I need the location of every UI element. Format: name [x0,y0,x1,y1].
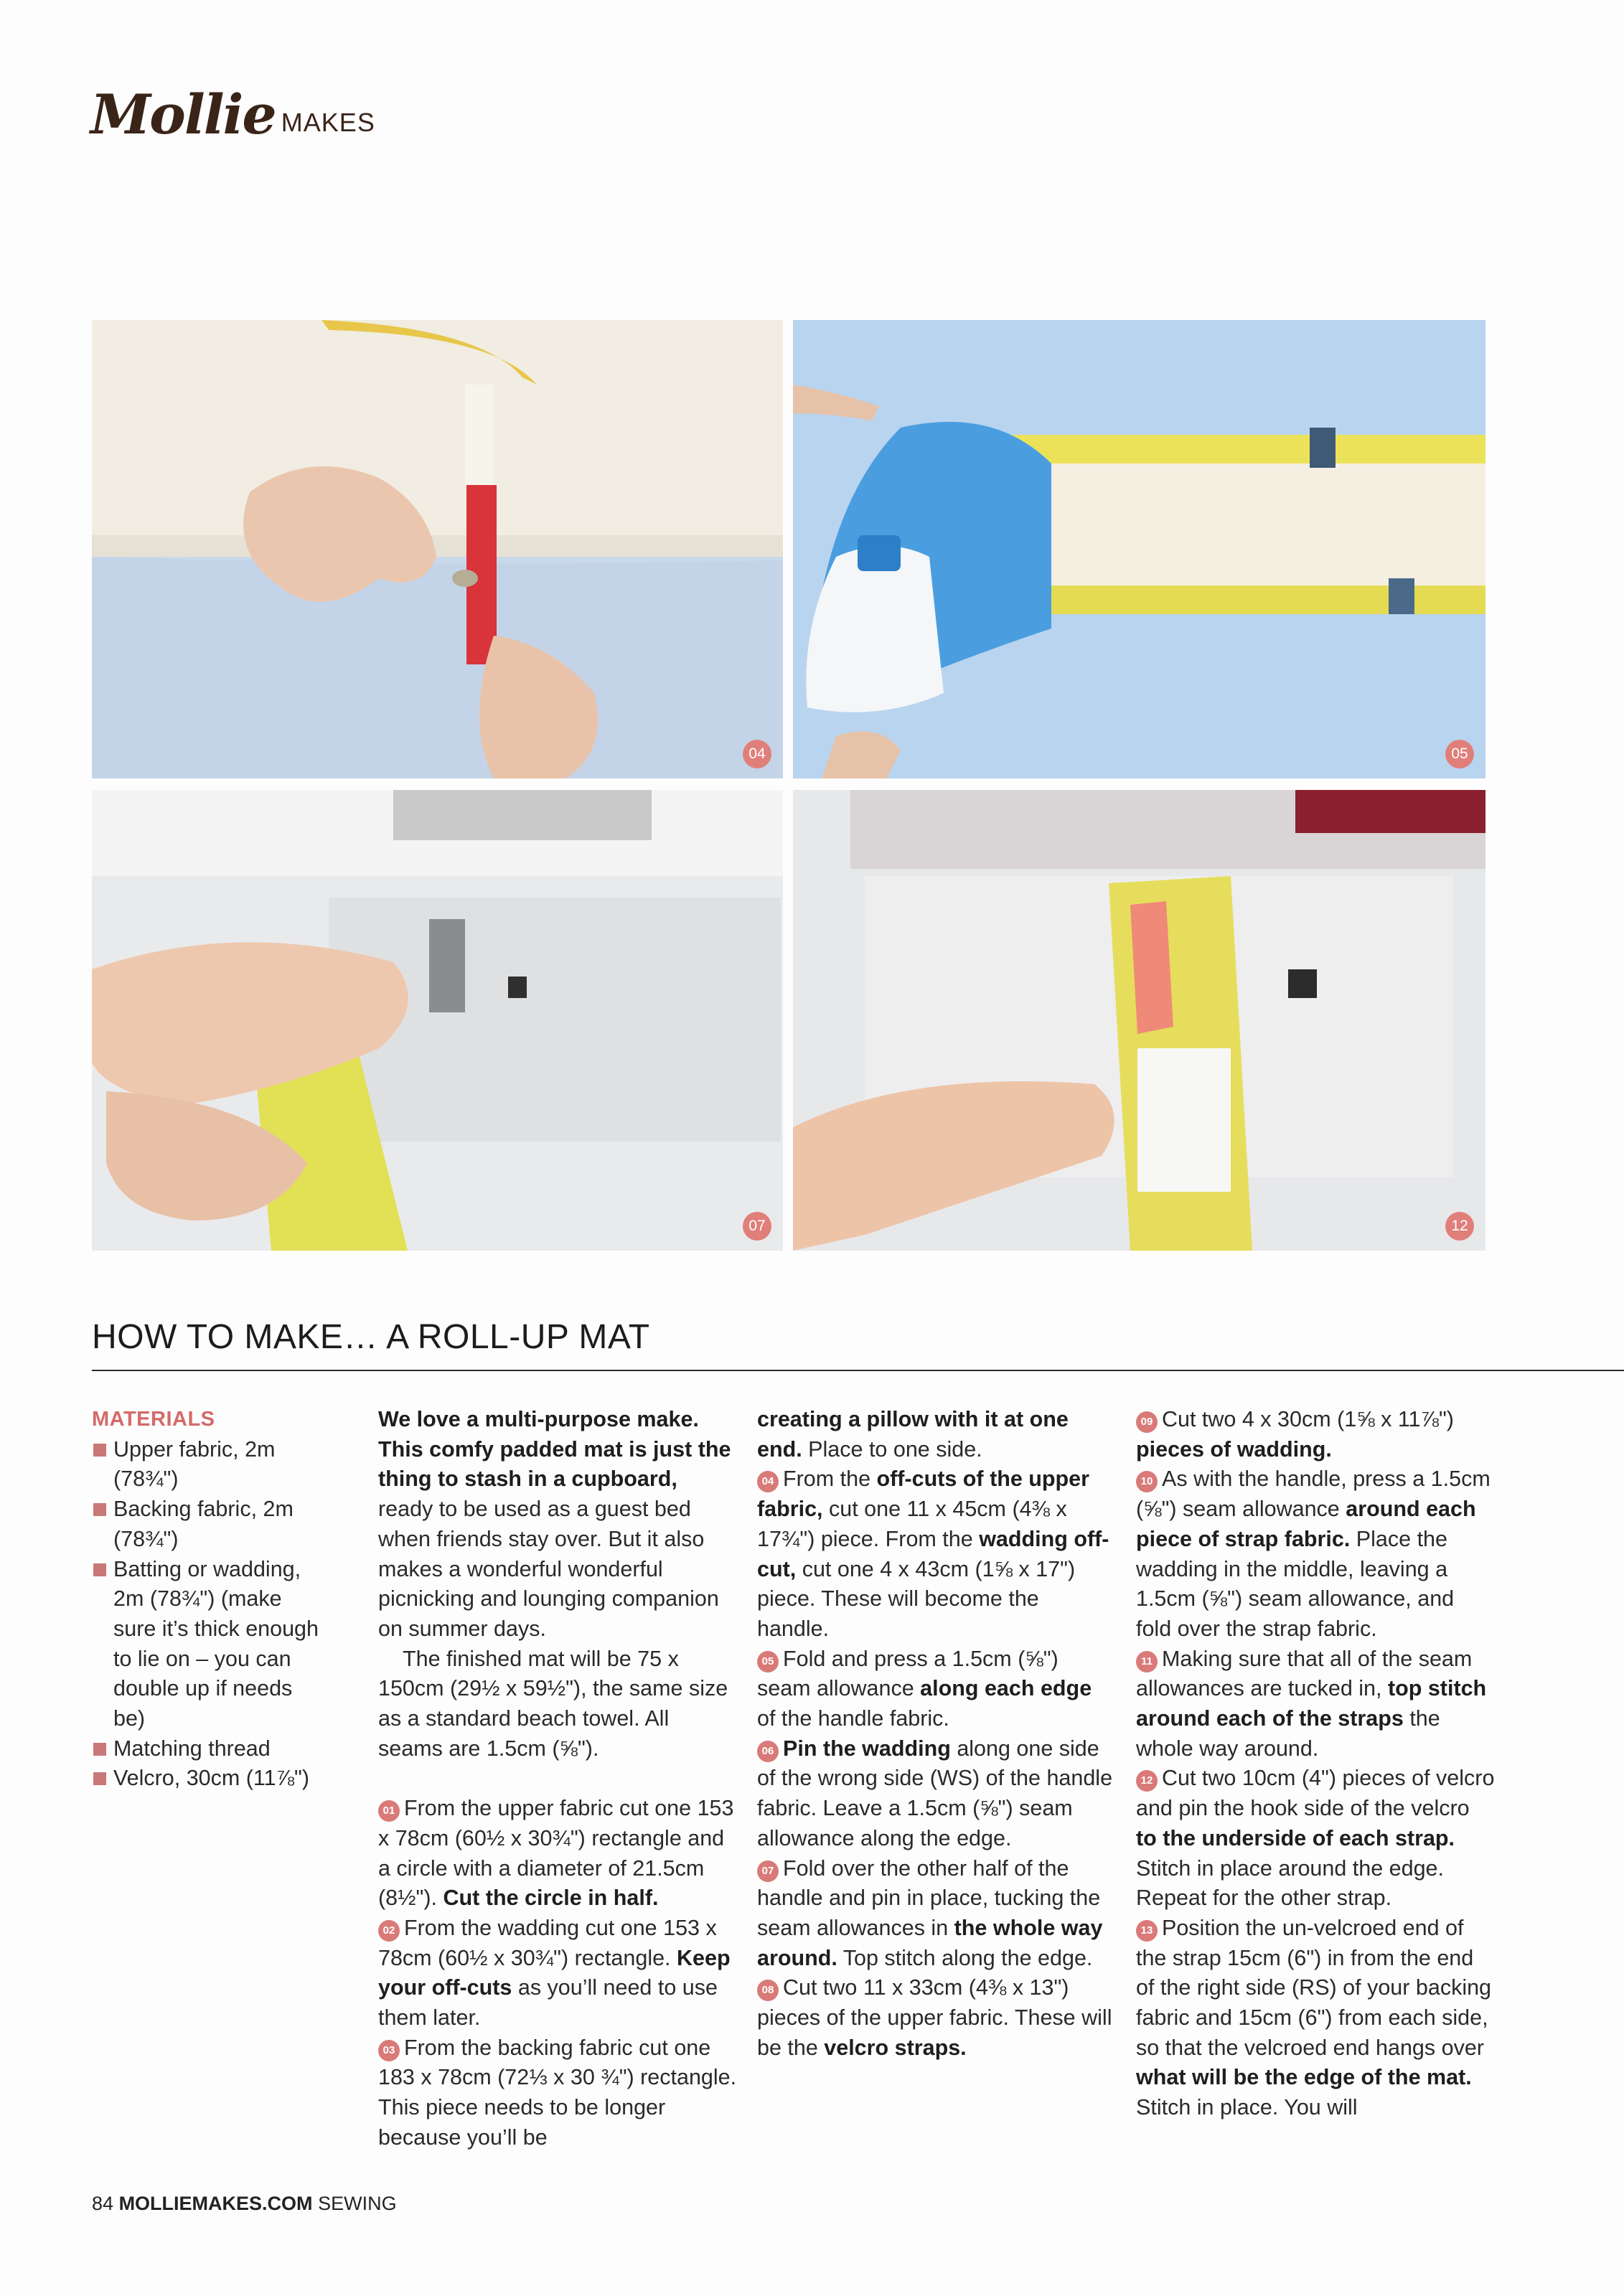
intro-lead: We love a multi-purpose make. This comfy padded mat is just the thing to stash in a cupboard, [378,1407,731,1492]
step-07: 07 Fold over the other half of the handle and pin in place, tucking the seam allowances in the whole way around. Top stitch along the edge. [757,1855,1103,1970]
step-03: 03 From the backing fabric cut one 183 x 78cm (72⅓ x 30 ¾") rectangle. This piece needs to be longer because you’ll be [378,2035,737,2150]
step-11: 11 Making sure that all of the seam allowances are tucked in, top stitch around each of the straps the whole way around. [1136,1646,1487,1761]
step-05: 05 Fold and press a 1.5cm (⅝") seam allowance along each edge of the handle fabric. [757,1646,1092,1731]
photo-step-07 [92,790,783,1251]
text-column-2 [378,1405,737,2153]
step-number: 12 [1136,1770,1158,1792]
intro-rest: ready to be used as a guest bed when friends stay over. But it also makes a wonderful wonderful picnicking and lounging companion on summer days. [378,1497,719,1641]
step-number: 06 [757,1741,779,1762]
step-number: 10 [1136,1471,1158,1492]
section-title: HOW TO MAKE… A ROLL-UP MAT [92,1318,650,1356]
photo-step-05 [793,320,1485,778]
text-column-3 [757,1405,1116,2063]
brand-script: Mollie [90,83,276,146]
step-10: 10 As with the handle, press a 1.5cm (⅝") seam allowance around each piece of strap fabric. Place the wadding in the middle, leaving a 1.5cm (⅝") seam allowance, and fold over the strap fabric. [1136,1467,1491,1641]
step-number: 13 [1136,1920,1158,1942]
list-item: Velcro, 30cm (11⅞") [92,1764,329,1794]
step-02: 02 From the wadding cut one 153 x 78cm (60½ x 30¾") rectangle. Keep your off-cuts as you’ll need to use them later. [378,1915,731,2031]
step-number: 08 [757,1980,779,2001]
step-number: 01 [378,1800,400,1822]
step-12: 12 Cut two 10cm (4") pieces of velcro and pin the hook side of the velcro to the underside of each strap. Stitch in place around the edge. Repeat for the other strap. [1136,1766,1495,1911]
step-04: 04 From the off-cuts of the upper fabric, cut one 11 x 45cm (4⅜ x 17¾") piece. From the wadding off-cut, cut one 4 x 43cm (1⅝ x 17") piece. These will become the handle. [757,1467,1109,1641]
materials-column [92,1405,329,1794]
step-06: 06 Pin the wadding along one side of the wrong side (WS) of the handle fabric. Leave a 1.5cm (⅝") seam allowance along the edge. [757,1736,1113,1850]
step-01: 01 From the upper fabric cut one 153 x 78cm (60½ x 30¾") rectangle and a circle with a diameter of 21.5cm (8½"). Cut the circle in half. [378,1796,734,1911]
step-badge: 12 [1445,1212,1474,1241]
title-rule [92,1370,1624,1371]
step-number: 11 [1136,1651,1158,1672]
photo-step-04 [92,320,783,778]
page-number: 84 [92,2193,114,2214]
step-09: 09 Cut two 4 x 30cm (1⅝ x 11⅞") pieces of wadding. [1136,1407,1454,1462]
step-number: 03 [378,2040,400,2061]
finished-size: The finished mat will be 75 x 150cm (29½ x 59½"), the same size as a standard beach towel. All seams are 1.5cm (⅝"). [378,1646,728,1761]
step-badge: 04 [743,740,771,768]
list-item: Backing fabric, 2m (78¾") [92,1495,329,1554]
step-number: 09 [1136,1411,1158,1433]
intro-paragraph [378,1405,737,1645]
step-08: 08 Cut two 11 x 33cm (4⅜ x 13") pieces of the upper fabric. These will be the velcro straps. [757,1975,1112,2060]
step-number: 07 [757,1860,779,1882]
masthead-logo [90,83,375,146]
step-badge: 05 [1445,740,1474,768]
step-number: 04 [757,1471,779,1492]
step-03-continued: creating a pillow with it at one end. Place to one side. [757,1407,1069,1462]
photo-step-12 [793,790,1485,1251]
brand-suffix: MAKES [281,108,375,137]
list-item: Upper fabric, 2m (78¾") [92,1435,329,1495]
step-number: 05 [757,1651,779,1672]
materials-heading: MATERIALS [92,1408,215,1431]
materials-list [92,1435,329,1794]
text-column-4 [1136,1405,1495,2123]
footer-section: SEWING [318,2193,397,2214]
step-badge: 07 [743,1212,771,1241]
list-item: Batting or wadding, 2m (78¾") (make sure it’s thick enough to lie on – you can double up if needs be) [92,1555,329,1734]
step-13: 13 Position the un-velcroed end of the strap 15cm (6") in from the end of the right side (RS) of your backing fabric and 15cm (6") from each side, so that the velcroed end hangs over what will be the edge of the mat. Stitch in place. You will [1136,1915,1492,2120]
list-item: Matching thread [92,1734,329,1764]
footer-site: MOLLIEMAKES.COM [118,2193,313,2214]
step-number: 02 [378,1920,400,1942]
page-footer [92,2193,397,2215]
